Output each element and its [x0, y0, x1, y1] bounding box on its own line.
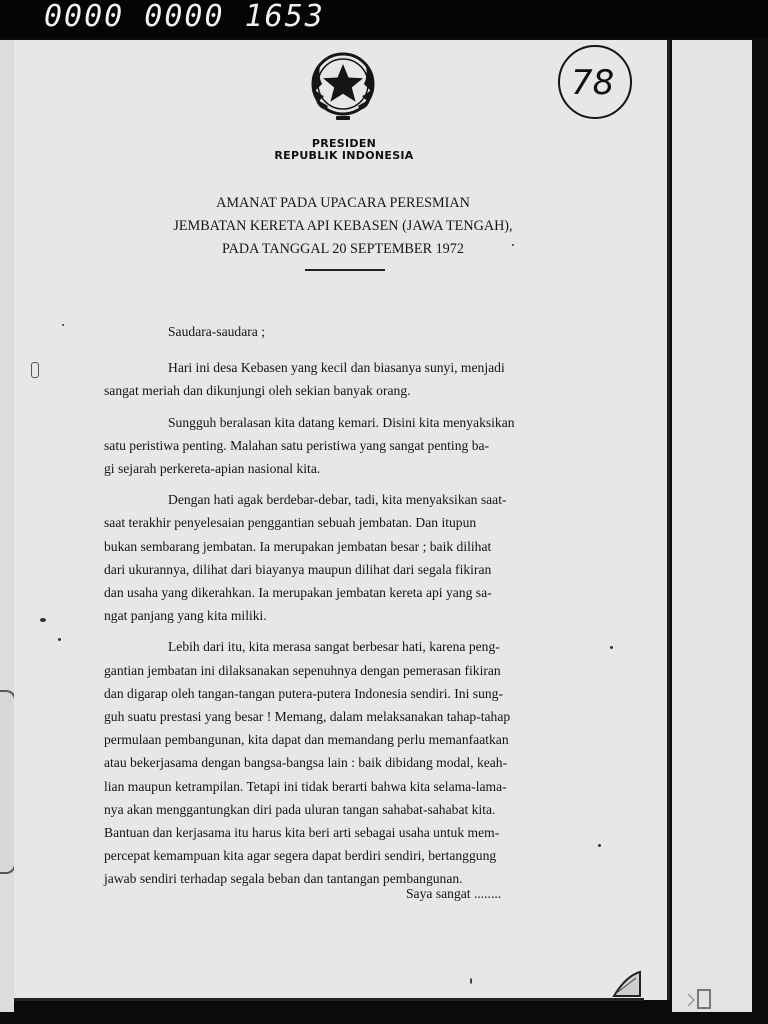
paragraph-line: dari ukurannya, dilihat dari biayanya maupun dilihat dari segala fikiran	[104, 561, 492, 577]
film-strip	[0, 0, 768, 38]
dust-speck	[470, 978, 472, 984]
paragraph-line: lian maupun ketrampilan. Tetapi ini tidak berarti bahwa kita selama-lama-	[104, 778, 507, 794]
dust-speck	[610, 646, 613, 649]
garuda-star-emblem-icon	[300, 44, 386, 130]
paragraph-line: Bantuan dan kerjasama itu harus kita beri arti sebagai usaha untuk mem-	[104, 825, 500, 841]
paragraph-line: satu peristiwa penting. Malahan satu peristiwa yang sangat penting ba-	[104, 437, 490, 453]
paragraph-line: nya akan menggantungkan diri pada uluran tangan sahabat-sahabat kita.	[104, 801, 496, 817]
closing-catchword: Saya sangat ........	[406, 886, 502, 901]
dust-speck	[62, 324, 64, 326]
back-sheet	[672, 40, 752, 1012]
paragraph-1	[104, 356, 598, 402]
title-line-1: AMANAT PADA UPACARA PERESMIAN	[216, 195, 470, 211]
paragraph-line: dan digarap oleh tangan-tangan putera-putera Indonesia sendiri. Ini sung-	[104, 685, 503, 701]
paragraph-line: Lebih dari itu, kita merasa sangat berbesar hati, karena peng-	[168, 639, 500, 655]
paragraph-line: saat terakhir penyelesaian penggantian sebuah jembatan. Dan itupun	[104, 515, 477, 531]
paragraph-3	[104, 488, 598, 627]
paragraph-line: Dengan hati agak berdebar-debar, tadi, kita menyaksikan saat-	[168, 492, 507, 508]
letterhead	[200, 138, 488, 162]
paragraph-line: bukan sembarang jembatan. Ia merupakan jembatan besar ; baik dilihat	[104, 538, 492, 554]
paragraph-line: permulaan pembangunan, kita dapat dan memandang perlu memanfaatkan	[104, 732, 509, 748]
paragraph-line: gantian jembatan ini dilaksanakan sepenuhnya dengan pemerasan fikiran	[104, 662, 501, 678]
letterhead-line-2: REPUBLIK INDONESIA	[274, 149, 414, 162]
paragraph-line: ngat panjang yang kita miliki.	[104, 608, 267, 624]
page-bottom-edge	[14, 998, 644, 1001]
dust-speck	[512, 244, 514, 246]
title-underline-rule	[305, 269, 385, 271]
speech-body	[104, 320, 598, 899]
letterhead-line-1: PRESIDEN	[311, 137, 377, 150]
page-corner-fold	[612, 970, 642, 998]
paragraph-line: atau bekerjasama dengan bangsa-bangsa lain : baik dibidang modal, keah-	[104, 755, 508, 771]
salutation: Saudara-saudara ;	[168, 324, 265, 339]
title-line-2: JEMBATAN KERETA API KEBASEN (JAWA TENGAH),	[173, 218, 513, 234]
paragraph-line: percepat kemampuan kita agar segera dapat berdiri sendiri, bertanggung	[104, 848, 497, 864]
page-marker-number: 78	[571, 63, 615, 103]
speech-title	[120, 192, 566, 261]
dust-speck	[598, 844, 601, 847]
paragraph-line: Sungguh beralasan kita datang kemari. Disini kita menyaksikan	[168, 414, 515, 430]
paragraph-line: sangat meriah dan dikunjungi oleh sekian banyak orang.	[104, 383, 411, 399]
dust-speck	[40, 618, 46, 622]
paragraph-line: dan usaha yang dikerahkan. Ia merupakan jembatan kereta api yang sa-	[104, 585, 492, 601]
title-line-3: PADA TANGGAL 20 SEPTEMBER 1972	[222, 241, 464, 257]
frame-number: 0000 0000 1653	[44, 0, 325, 34]
paragraph-line: jawab sendiri terhadap segala beban dan tantangan pembangunan.	[104, 871, 463, 887]
dust-speck	[31, 362, 39, 378]
back-sheet-mark	[684, 986, 714, 1012]
paragraph-4	[104, 635, 598, 890]
circled-page-marker	[555, 42, 635, 122]
paragraph-line: guh suatu prestasi yang besar ! Memang, dalam melaksanakan tahap-tahap	[104, 709, 511, 725]
paragraph-2	[104, 411, 598, 481]
dust-speck	[58, 638, 61, 641]
paragraph-line: gi sejarah perkereta-apian nasional kita.	[104, 461, 321, 477]
paragraph-line: Hari ini desa Kebasen yang kecil dan biasanya sunyi, menjadi	[168, 360, 505, 376]
